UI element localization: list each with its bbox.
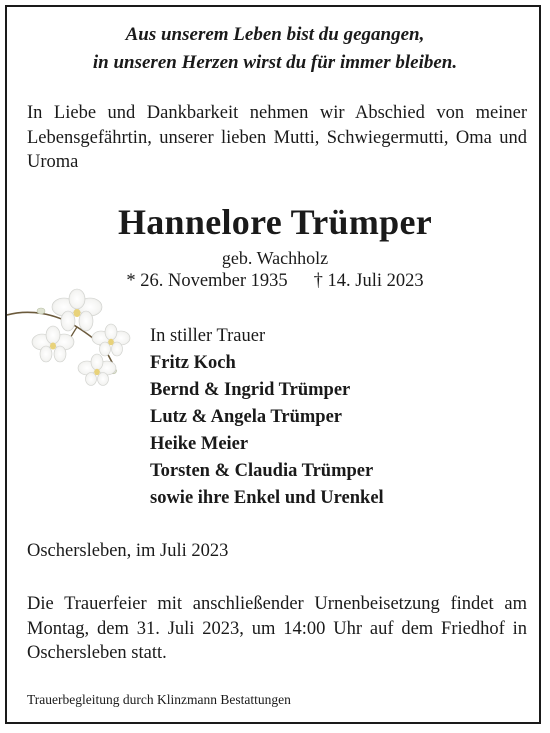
orchid-icon — [7, 283, 135, 393]
deceased-name: Hannelore Trümper — [117, 202, 433, 242]
mourner-name: Heike Meier — [150, 434, 249, 454]
mourners-block — [150, 323, 384, 512]
intro-text: In Liebe und Dankbarkeit nehmen wir Abschied von meiner Lebensgefährtin, unserer lieben Mutti, Schwiegermutti, Oma und Uroma — [27, 103, 527, 172]
motto-line-1: Aus unserem Leben bist du gegangen, — [125, 24, 425, 45]
mourner-name: Torsten & Claudia Trümper — [150, 461, 374, 481]
notice-frame — [5, 5, 541, 724]
birth-date: * 26. November 1935 — [126, 271, 288, 291]
mourner-name: Fritz Koch — [150, 353, 236, 373]
mourner-name: Lutz & Angela Trümper — [150, 407, 343, 427]
undertaker-line: Trauerbegleitung durch Klinzmann Bestattungen — [27, 692, 291, 707]
ceremony-text: Die Trauerfeier mit anschließender Urnenbeisetzung findet am Montag, dem 31. Juli 2023, um 14:00 Uhr auf dem Friedhof in Oschersleben statt. — [27, 594, 527, 663]
mourner-name: Bernd & Ingrid Trümper — [150, 380, 351, 400]
motto — [7, 21, 543, 77]
birth-name: geb. Wachholz — [221, 248, 329, 268]
death-date: † 14. Juli 2023 — [313, 271, 424, 291]
mourner-name: sowie ihre Enkel und Urenkel — [150, 488, 384, 508]
mourners-intro: In stiller Trauer — [150, 326, 266, 346]
place-date: Oschersleben, im Juli 2023 — [27, 541, 229, 561]
motto-line-2: in unseren Herzen wirst du für immer bleiben. — [92, 52, 458, 73]
